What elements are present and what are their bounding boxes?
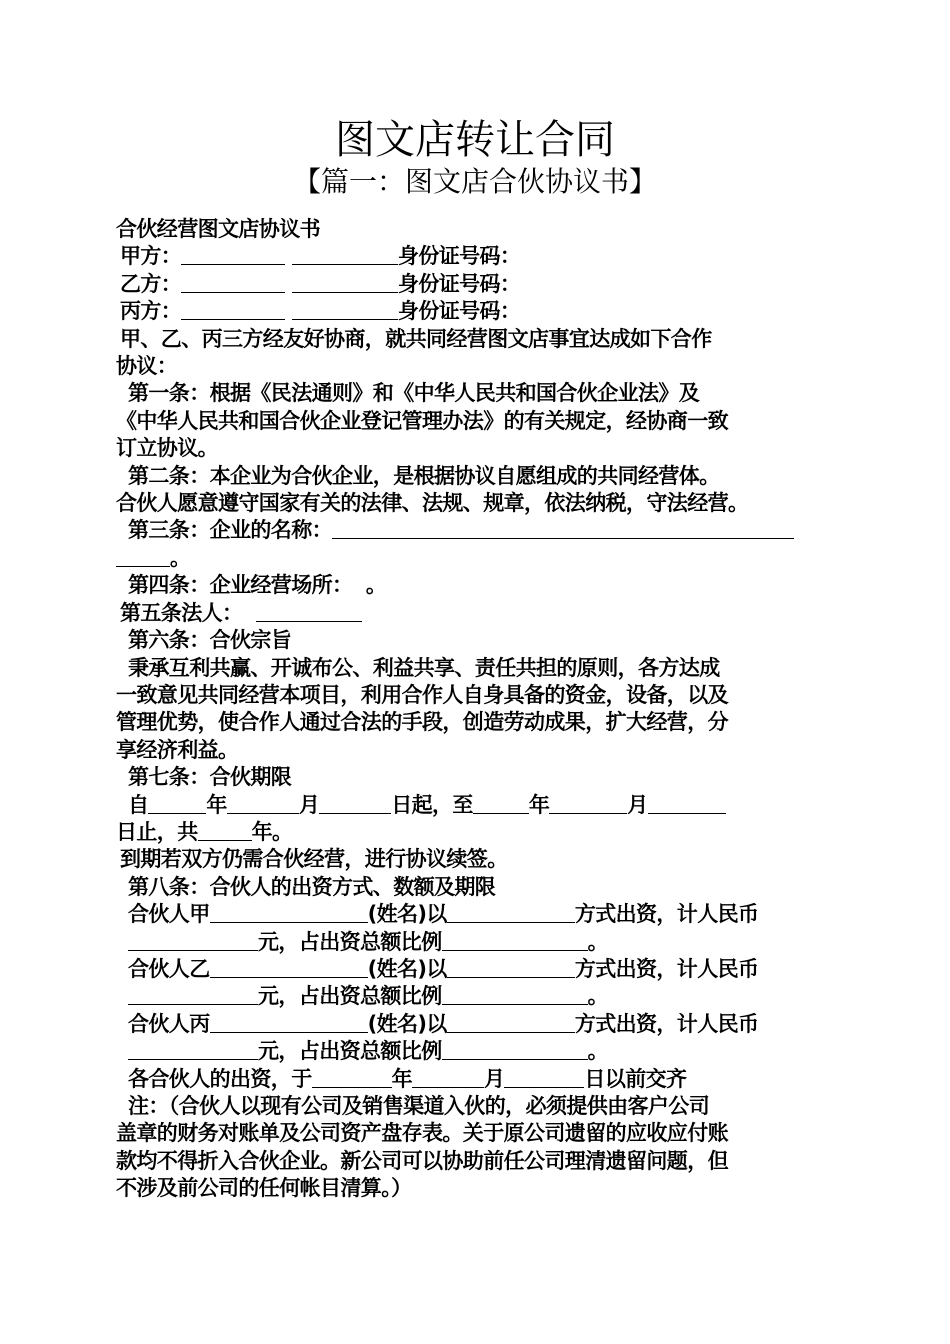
- blank: [181, 244, 285, 265]
- article-4-line: 第四条：企业经营场所： 。: [128, 573, 387, 598]
- article-6-heading: 第六条：合伙宗旨: [128, 628, 292, 653]
- blank: [473, 793, 529, 814]
- intro-line: 甲、乙、丙三方经友好协商，就共同经营图文店事宜达成如下合作: [120, 326, 712, 351]
- document-title: 图文店转让合同: [335, 117, 615, 163]
- blank: [210, 957, 368, 978]
- note-line: 盖章的财务对账单及公司资产盘存表。关于原公司遗留的应收应付账: [116, 1121, 728, 1146]
- partner-a-line: 合伙人甲 (姓名)以 方式出资，计人民币: [128, 902, 759, 927]
- blank: [447, 1012, 575, 1033]
- blank: [412, 1067, 484, 1088]
- blank: [210, 1012, 368, 1033]
- blank: [319, 793, 391, 814]
- partner-b-line: 合伙人乙 (姓名)以 方式出资，计人民币: [128, 956, 759, 981]
- body-heading: 合伙经营图文店协议书: [116, 217, 320, 241]
- legal-person-blank: [256, 601, 362, 622]
- article-6-line: 秉承互利共赢、开诚布公、利益共享、责任共担的原则，各方达成: [128, 655, 720, 680]
- blank: [128, 984, 258, 1005]
- blank: [442, 930, 588, 951]
- blank: [210, 902, 368, 923]
- article-8-heading: 第八条：合伙人的出资方式、数额及期限: [128, 874, 496, 899]
- blank: [227, 793, 299, 814]
- document-body: [116, 216, 846, 1203]
- article-3-line: 。: [116, 545, 846, 572]
- blank: [181, 299, 285, 320]
- article-7-term-line: 日止，共 年。: [116, 819, 293, 844]
- blank: [648, 793, 726, 814]
- blank: [442, 1039, 588, 1060]
- article-2-line: 第二条：本企业为合伙企业，是根据协议自愿组成的共同经营体。: [128, 463, 720, 488]
- article-1-line: 《中华人民共和国合伙企业登记管理办法》的有关规定，经协商一致: [116, 408, 728, 433]
- blank: [181, 272, 285, 293]
- blank: [116, 546, 170, 567]
- article-1-line: 第一条：根据《民法通则》和《中华人民共和国合伙企业法》及: [128, 381, 700, 406]
- renew-line: 到期若双方仍需合伙经营，进行协议续签。: [120, 847, 508, 872]
- note-line: 不涉及前公司的任何帐目清算。）: [116, 1176, 412, 1201]
- article-6-line: 管理优势，使合作人通过合法的手段，创造劳动成果，扩大经营，分: [116, 710, 728, 735]
- blank: [504, 1067, 584, 1088]
- blank: [148, 793, 206, 814]
- article-6-line: 一致意见共同经营本项目，利用合作人自身具备的资金，设备，以及: [116, 682, 728, 707]
- party-c-line: 丙方： 身份证号码：: [120, 299, 521, 324]
- blank: [292, 299, 398, 320]
- document-subtitle: 【篇一：图文店合伙协议书】: [292, 165, 657, 198]
- partner-c-line: 元，占出资总额比例 。: [116, 1038, 846, 1065]
- intro-line: 协议：: [116, 354, 178, 379]
- blank: [442, 984, 588, 1005]
- partner-b-line: 元，占出资总额比例 。: [116, 983, 846, 1010]
- article-7-term-line: 自 年 月 日起，至 年 月: [116, 792, 846, 819]
- blank: [128, 930, 258, 951]
- article-5-line: 第五条法人：: [116, 600, 846, 627]
- blank: [292, 244, 398, 265]
- blank: [447, 902, 575, 923]
- partner-c-line: 合伙人丙 (姓名)以 方式出资，计人民币: [128, 1011, 759, 1036]
- blank: [128, 1039, 258, 1060]
- party-a-line: 甲方： 身份证号码：: [120, 244, 521, 269]
- blank: [292, 272, 398, 293]
- note-line: 款均不得折入合伙企业。新公司可以协助前任公司理清遗留问题，但: [116, 1148, 728, 1173]
- article-7-heading: 第七条：合伙期限: [128, 765, 292, 790]
- blank: [549, 793, 627, 814]
- contribution-deadline-line: 各合伙人的出资，于 年 月 日以前交齐: [128, 1066, 687, 1091]
- blank: [312, 1067, 392, 1088]
- company-name-blank: [332, 518, 794, 539]
- article-3-line: 第三条：企业的名称：: [116, 517, 846, 544]
- note-line: 注：（合伙人以现有公司及销售渠道入伙的，必须提供由客户公司: [128, 1094, 710, 1118]
- party-b-line: 乙方： 身份证号码：: [120, 271, 521, 296]
- partner-a-line: 元，占出资总额比例 。: [116, 929, 846, 956]
- article-2-line: 合伙人愿意遵守国家有关的法律、法规、规章，依法纳税，守法经营。: [116, 491, 749, 516]
- article-6-line: 享经济利益。: [116, 737, 239, 762]
- blank: [198, 820, 252, 841]
- blank: [447, 957, 575, 978]
- article-1-line: 订立协议。: [116, 436, 218, 461]
